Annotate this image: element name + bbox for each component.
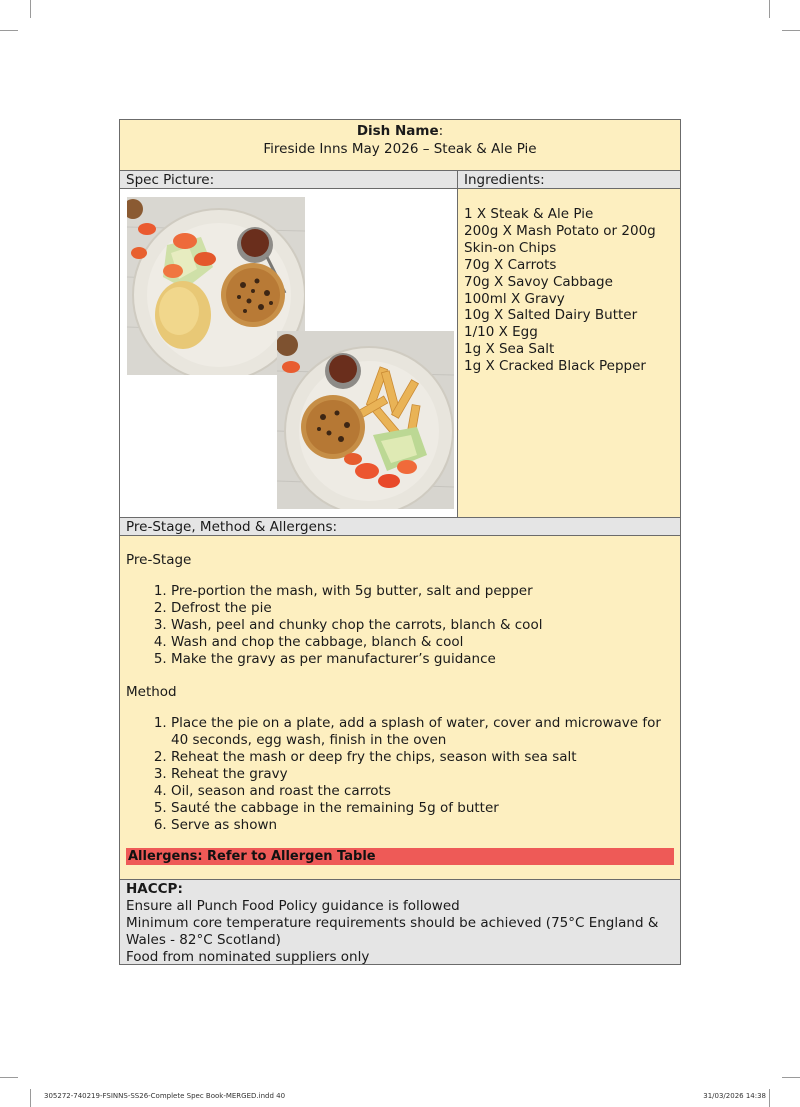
ingredient-item: 200g X Mash Potato or 200g: [464, 222, 656, 239]
spec-picture-header: Spec Picture:: [120, 171, 458, 188]
haccp-line: Ensure all Punch Food Policy guidance is followed: [126, 897, 460, 914]
pre-stage-step: 3. Wash, peel and chunky chop the carrots, blanch & cool: [171, 617, 674, 634]
dish-photo-chips: [277, 331, 454, 509]
dish-name-label: Dish Name: [356, 123, 439, 139]
pre-stage-title: Pre-Stage: [126, 552, 192, 568]
ingredient-item: 1g X Cracked Black Pepper: [464, 358, 646, 375]
method-step: 1. Place the pie on a plate, add a splash of water, cover and microwave for 40 seconds, egg wash, finish in the oven: [171, 715, 674, 749]
method-step: 2. Reheat the mash or deep fry the chips, season with sea salt: [171, 749, 674, 766]
crop-mark: [30, 1089, 31, 1107]
ingredients-list: [458, 189, 680, 517]
ingredient-item: 1g X Sea Salt: [464, 341, 555, 358]
picture-ingredients-header: [120, 171, 680, 189]
method-steps: [126, 715, 674, 833]
pre-stage-steps: [126, 583, 674, 668]
footer-timestamp: 31/03/2026 14:38: [703, 1092, 766, 1100]
ingredient-item: 1 X Steak & Ale Pie: [464, 206, 594, 222]
pre-stage-step: 1. Pre-portion the mash, with 5g butter, salt and pepper: [171, 583, 674, 600]
haccp-line: Minimum core temperature requirements should be achieved (75°C England & Wales - 82°C Scotland): [126, 914, 659, 948]
pre-stage-step: 2. Defrost the pie: [171, 600, 674, 617]
crop-mark: [782, 30, 800, 31]
crop-mark: [769, 0, 770, 18]
pre-stage-step: 5. Make the gravy as per manufacturer’s guidance: [171, 651, 674, 668]
ingredient-item: 70g X Carrots: [464, 256, 557, 273]
ingredients-header: Ingredients:: [464, 172, 545, 188]
crop-mark: [769, 1089, 770, 1107]
ingredient-item: 100ml X Gravy: [464, 290, 565, 307]
haccp-title: HACCP:: [126, 881, 183, 897]
ingredient-item: 10g X Salted Dairy Butter: [464, 307, 638, 324]
haccp-line: Food from nominated suppliers only: [126, 948, 370, 965]
crop-mark: [0, 1077, 18, 1078]
allergen-banner: Allergens: Refer to Allergen Table: [126, 848, 674, 865]
method-header: Pre-Stage, Method & Allergens:: [120, 518, 680, 536]
ingredient-item: Skin-on Chips: [464, 239, 557, 256]
method-step: 5. Sauté the cabbage in the remaining 5g of butter: [171, 800, 674, 817]
method-step: 4. Oil, season and roast the carrots: [171, 783, 674, 800]
footer-file-info: 305272-740219-FSINNS-SS26-Complete Spec Book-MERGED.indd 40: [44, 1092, 286, 1100]
spec-pictures: [120, 189, 458, 517]
haccp-section: [120, 880, 680, 964]
method-step: 3. Reheat the gravy: [171, 766, 674, 783]
pre-stage-step: 4. Wash and chop the cabbage, blanch & cool: [171, 634, 674, 651]
crop-mark: [30, 0, 31, 18]
picture-ingredients-row: [120, 189, 680, 518]
dish-name: Fireside Inns May 2026 – Steak & Ale Pie: [263, 141, 537, 157]
method-step: 6. Serve as shown: [171, 817, 674, 834]
method-section: [120, 536, 680, 880]
crop-mark: [0, 30, 18, 31]
dish-header: Dish Name: Fireside Inns May 2026 – Steak & Ale Pie: [120, 120, 680, 171]
spec-sheet: [119, 119, 681, 965]
ingredient-item: 70g X Savoy Cabbage: [464, 273, 613, 290]
crop-mark: [782, 1077, 800, 1078]
ingredient-item: 1/10 X Egg: [464, 324, 538, 341]
method-title: Method: [126, 684, 177, 701]
